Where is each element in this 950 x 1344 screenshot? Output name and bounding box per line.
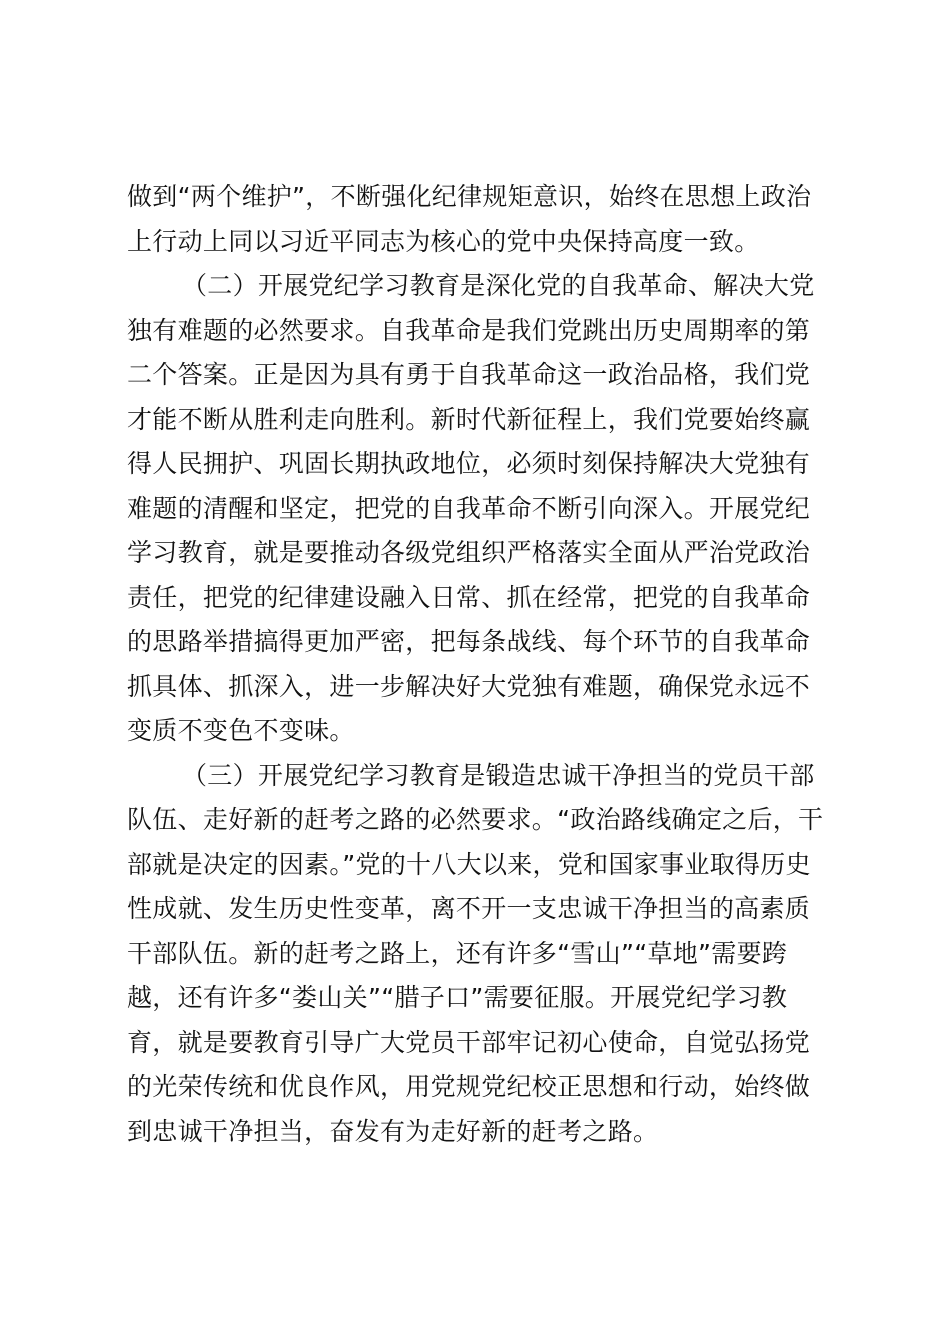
body-text [127, 175, 847, 1154]
text-line: 才能不断从胜利走向胜利。新时代新征程上，我们党要始终赢 [127, 404, 811, 434]
text-line: 抓具体、抓深入，进一步解决好大党独有难题，确保党永远不 [127, 671, 811, 701]
text-line: 到忠诚干净担当，奋发有为走好新的赶考之路。 [127, 1116, 659, 1146]
text-line: 学习教育，就是要推动各级党组织严格落实全面从严治党政治 [127, 538, 811, 567]
text-line: 的光荣传统和优良作风，用党规党纪校正思想和行动，始终做 [127, 1072, 811, 1101]
text-line: 做到“两个维护”，不断强化纪律规矩意识，始终在思想上政治 [127, 182, 812, 211]
text-line: 越，还有许多“娄山关”“腊子口”需要征服。开展党纪学习教 [127, 983, 788, 1012]
text-line: 上行动上同以习近平同志为核心的党中央保持高度一致。 [127, 226, 760, 256]
paragraph-section-two [127, 264, 847, 754]
text-line: 责任，把党的纪律建设融入日常、抓在经常，把党的自我革命 [127, 582, 811, 612]
text-line: 性成就、发生历史性变革，离不开一支忠诚干净担当的高素质 [127, 894, 811, 923]
paragraph-section-three [127, 754, 847, 1155]
text-line: 变质不变色不变味。 [127, 716, 355, 745]
paragraph-continued [127, 175, 847, 264]
text-line: 得人民拥护、巩固长期执政地位，必须时刻保持解决大党独有 [127, 449, 811, 478]
text-line: （三）开展党纪学习教育是锻造忠诚干净担当的党员干部 [182, 760, 815, 790]
text-line: 部就是决定的因素。”党的十八大以来，党和国家事业取得历史 [127, 849, 811, 879]
text-line: 队伍、走好新的赶考之路的必然要求。“政治路线确定之后，干 [127, 805, 824, 834]
text-line: 独有难题的必然要求。自我革命是我们党跳出历史周期率的第 [127, 315, 811, 345]
text-line: 难题的清醒和坚定，把党的自我革命不断引向深入。开展党纪 [127, 493, 811, 523]
text-line: 干部队伍。新的赶考之路上，还有许多“雪山”“草地”需要跨 [127, 938, 788, 968]
text-line: 的思路举措搞得更加严密，把每条战线、每个环节的自我革命 [127, 627, 811, 656]
text-line: （二）开展党纪学习教育是深化党的自我革命、解决大党 [182, 271, 815, 300]
text-line: 二个答案。正是因为具有勇于自我革命这一政治品格，我们党 [127, 360, 811, 389]
text-line: 育，就是要教育引导广大党员干部牢记初心使命，自觉弘扬党 [127, 1027, 811, 1057]
